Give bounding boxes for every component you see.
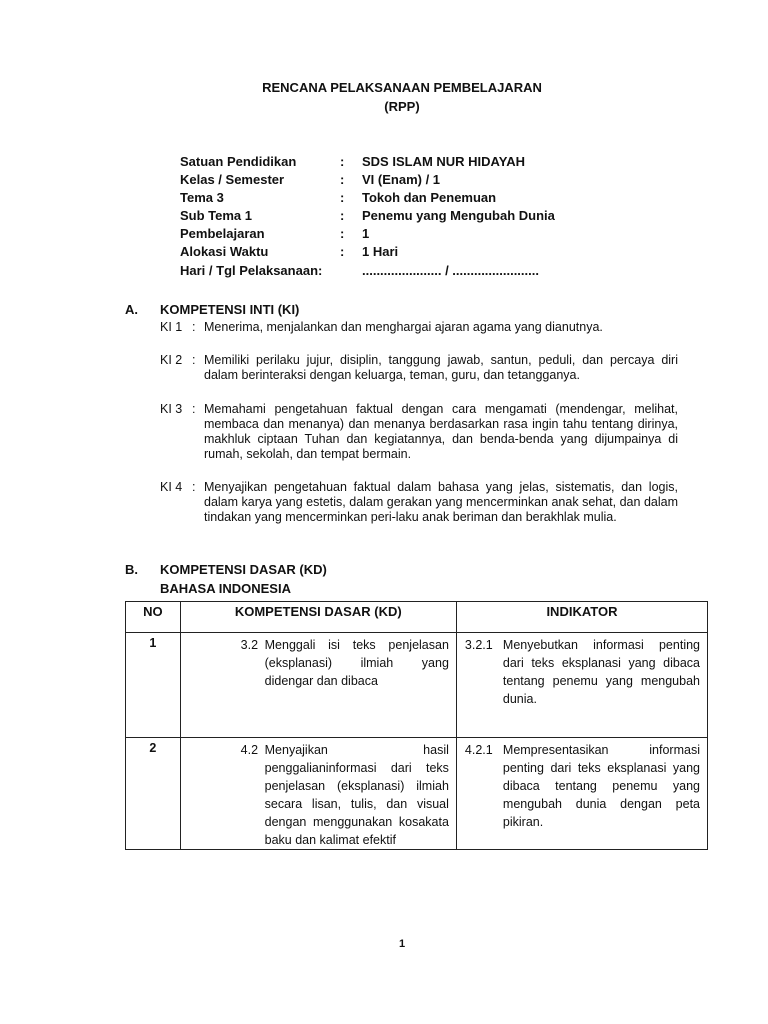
meta-label: Alokasi Waktu xyxy=(180,244,269,259)
meta-label: Hari / Tgl Pelaksanaan: xyxy=(180,263,323,278)
subject-heading: BAHASA INDONESIA xyxy=(160,581,291,596)
meta-label: Sub Tema 1 xyxy=(180,208,253,223)
kd-cell xyxy=(180,633,456,738)
table-row xyxy=(126,738,708,850)
ki-colon: : xyxy=(192,480,196,494)
ki-text: Menyajikan pengetahuan faktual dalam bahasa yang jelas, sistematis, dan logis, dalam karya yang estetis, dalam gerakan yang mencerminkan anak sehat, dan dalam tindakan yang mencerminkan peri-laku anak beriman dan berakhlak mulia. xyxy=(204,480,678,524)
kd-cell xyxy=(180,738,456,850)
header-indikator: INDIKATOR xyxy=(456,602,707,633)
meta-value: SDS ISLAM NUR HIDAYAH xyxy=(362,154,526,169)
meta-value: 1 Hari xyxy=(362,244,399,259)
meta-value: 1 xyxy=(362,226,370,241)
indikator-code: 3.2.1 xyxy=(464,638,493,652)
ki-text: Memiliki perilaku jujur, disiplin, tanggung jawab, santun, peduli, dan percaya diri dalam berinteraksi dengan keluarga, teman, guru, dan tetangganya. xyxy=(204,353,678,382)
kd-text: Menggali isi teks penjelasan (eksplanasi) ilmiah yang didengar dan dibaca xyxy=(264,638,449,688)
indikator-cell xyxy=(456,633,707,738)
document-title: RENCANA PELAKSANAAN PEMBELAJARAN xyxy=(262,80,542,95)
meta-colon: : xyxy=(340,226,345,241)
table-row xyxy=(126,633,708,738)
row-number: 2 xyxy=(126,738,181,850)
meta-value: VI (Enam) / 1 xyxy=(362,172,441,187)
meta-colon: : xyxy=(340,154,345,169)
meta-label: Kelas / Semester xyxy=(180,172,285,187)
meta-colon: : xyxy=(340,190,345,205)
ki-code: KI 2 xyxy=(160,353,183,367)
indikator-text: Menyebutkan informasi penting dari teks eksplanasi yang dibaca tentang penemu yang mengubah dunia. xyxy=(502,638,700,706)
ki-code: KI 4 xyxy=(160,480,183,494)
section-b-title: KOMPETENSI DASAR (KD) xyxy=(160,562,327,577)
indikator-code: 4.2.1 xyxy=(464,743,493,757)
header-kd: KOMPETENSI DASAR (KD) xyxy=(180,602,456,633)
meta-colon: : xyxy=(340,172,345,187)
kd-text: Menyajikan hasil penggalianinformasi dari teks penjelasan (eksplanasi) ilmiah secara lisan, tulis, dan visual dengan menggunakan kosakata baku dan kalimat efektif xyxy=(264,743,449,847)
meta-label: Tema 3 xyxy=(180,190,224,205)
document-subtitle: (RPP) xyxy=(384,99,420,114)
meta-value: Tokoh dan Penemuan xyxy=(362,190,497,205)
ki-colon: : xyxy=(192,320,196,334)
ki-colon: : xyxy=(192,353,196,367)
ki-text: Memahami pengetahuan faktual dengan cara mengamati (mendengar, melihat, membaca dan menanya) dan menanya berdasarkan rasa ingin tahu tentang dirinya, makhluk ciptaan Tuhan dan kegiatannya, dan benda-benda yang dijumpainya di rumah, sekolah, dan tempat bermain. xyxy=(204,402,678,461)
meta-label: Pembelajaran xyxy=(180,226,265,241)
section-a-letter: A. xyxy=(125,302,138,317)
ki-code: KI 1 xyxy=(160,320,183,334)
ki-colon: : xyxy=(192,402,196,416)
meta-value: ...................... / ........................ xyxy=(362,263,539,278)
meta-colon: : xyxy=(340,208,345,223)
meta-colon: : xyxy=(340,244,345,259)
kd-code: 4.2 xyxy=(240,743,259,757)
kd-code: 3.2 xyxy=(240,638,259,652)
row-number: 1 xyxy=(126,633,181,738)
ki-code: KI 3 xyxy=(160,402,183,416)
table-header-row xyxy=(126,602,708,633)
kd-table xyxy=(125,601,708,850)
indikator-text: Mempresentasikan informasi penting dari teks eksplanasi yang dibaca tentang penemu yang mengubah dunia dengan peta pikiran. xyxy=(502,743,700,829)
page-number: 1 xyxy=(398,938,406,950)
meta-label: Satuan Pendidikan xyxy=(180,154,297,169)
meta-value: Penemu yang Mengubah Dunia xyxy=(362,208,555,223)
header-no: NO xyxy=(126,602,181,633)
section-a-title: KOMPETENSI INTI (KI) xyxy=(160,302,300,317)
section-b-letter: B. xyxy=(125,562,138,577)
indikator-cell xyxy=(456,738,707,850)
ki-text: Menerima, menjalankan dan menghargai ajaran agama yang dianutnya. xyxy=(204,320,603,334)
